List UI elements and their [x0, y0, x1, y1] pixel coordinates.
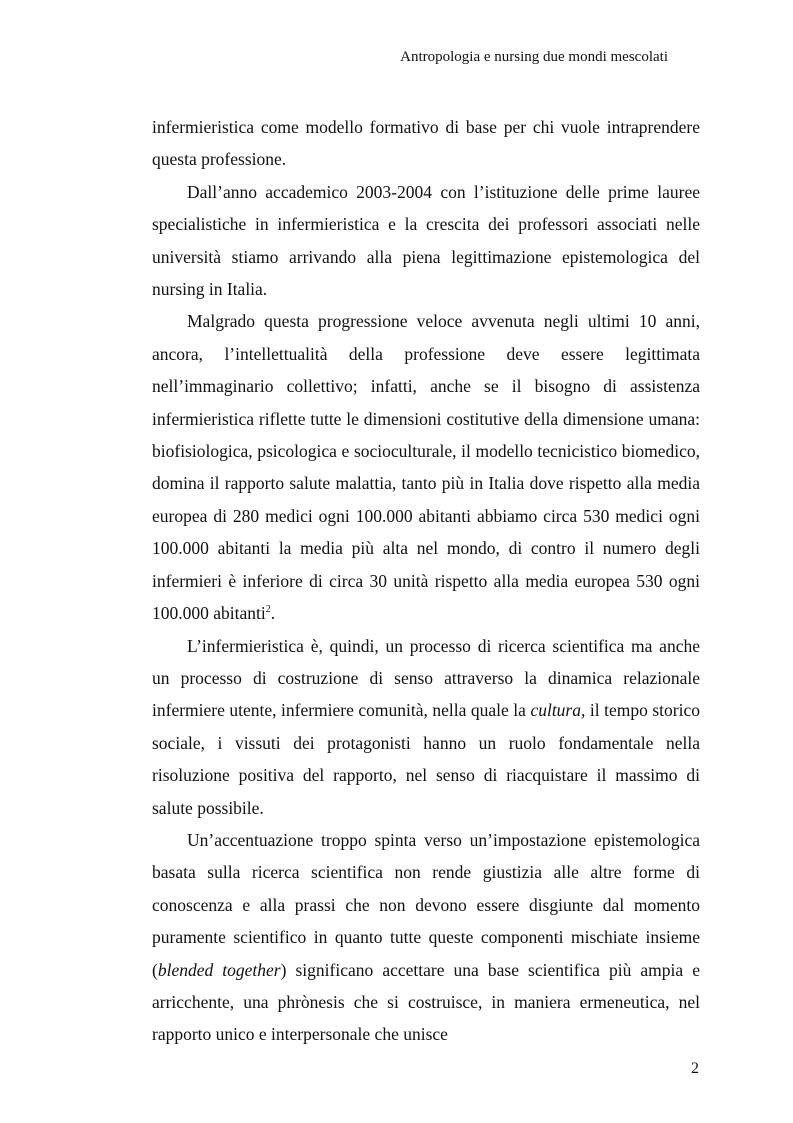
- paragraph-infermieristica: [152, 630, 700, 824]
- paragraph-accentuazione: [152, 824, 700, 1051]
- emphasis-text: blended together: [157, 959, 281, 980]
- running-header: Antropologia e nursing due mondi mescolati: [400, 49, 668, 65]
- emphasis-text: cultura,: [530, 700, 586, 721]
- footnote-reference: 2: [265, 604, 271, 616]
- page-number: 2: [691, 1060, 699, 1077]
- paragraph-end: .: [270, 603, 276, 624]
- paragraph-text: Dall’anno accademico 2003-2004 con l’istituzione delle prime lauree specialistiche in infermieristica e la crescita dei professori associati nelle università stiamo arrivando alla piena legittimazione epistemologica del nursing in Italia.: [152, 181, 700, 300]
- body-text: [152, 111, 700, 1051]
- paragraph-malgrado: [152, 305, 700, 629]
- paragraph-text: infermieristica come modello formativo di base per chi vuole intraprendere questa professione.: [152, 117, 700, 170]
- paragraph-text: L’infermieristica è, quindi, un processo di ricerca scientifica ma anche un processo di costruzione di senso attraverso la dinamica relazionale infermiere utente, infermiere comunità, nella quale la: [152, 635, 700, 721]
- paragraph-continued: [152, 111, 700, 176]
- paragraph-text: Malgrado questa progressione veloce avvenuta negli ultimi 10 anni, ancora, l’intellettualità della professione deve essere legittimata nell’immaginario collettivo; infatti, anche se il bisogno di assistenza infermieristica riflette tutte le dimensioni costitutive della dimensione umana: biofisiologica, psicologica e socioculturale, il modello tecnicistico biomedico, domina il rapporto salute malattia, tanto più in Italia dove rispetto alla media europea di 280 medici ogni 100.000 abitanti abbiamo circa 530 medici ogni 100.000 abitanti la media più alta nel mondo, di contro il numero degli infermieri è inferiore di circa 30 unità rispetto alla media europea 530 ogni 100.000 abitanti: [152, 311, 700, 624]
- paragraph-lauree: [152, 176, 700, 306]
- paragraph-text: Un’accentuazione troppo spinta verso un’impostazione epistemologica basata sulla ricerca scientifica non rende giustizia alle altre forme di conoscenza e alla prassi che non devono essere disgiunte dal momento puramente scientifico in quanto tutte queste componenti mischiate insieme (: [152, 829, 700, 980]
- paragraph-text: ) significano accettare una base scientifica più ampia e arricchente, una phrònesis che si costruisce, in maniera ermeneutica, nel rapporto unico e interpersonale che unisce: [152, 959, 700, 1045]
- paragraph-text: il tempo storico sociale, i vissuti dei protagonisti hanno un ruolo fondamentale nella risoluzione positiva del rapporto, nel senso di riacquistare il massimo di salute possibile.: [152, 700, 700, 818]
